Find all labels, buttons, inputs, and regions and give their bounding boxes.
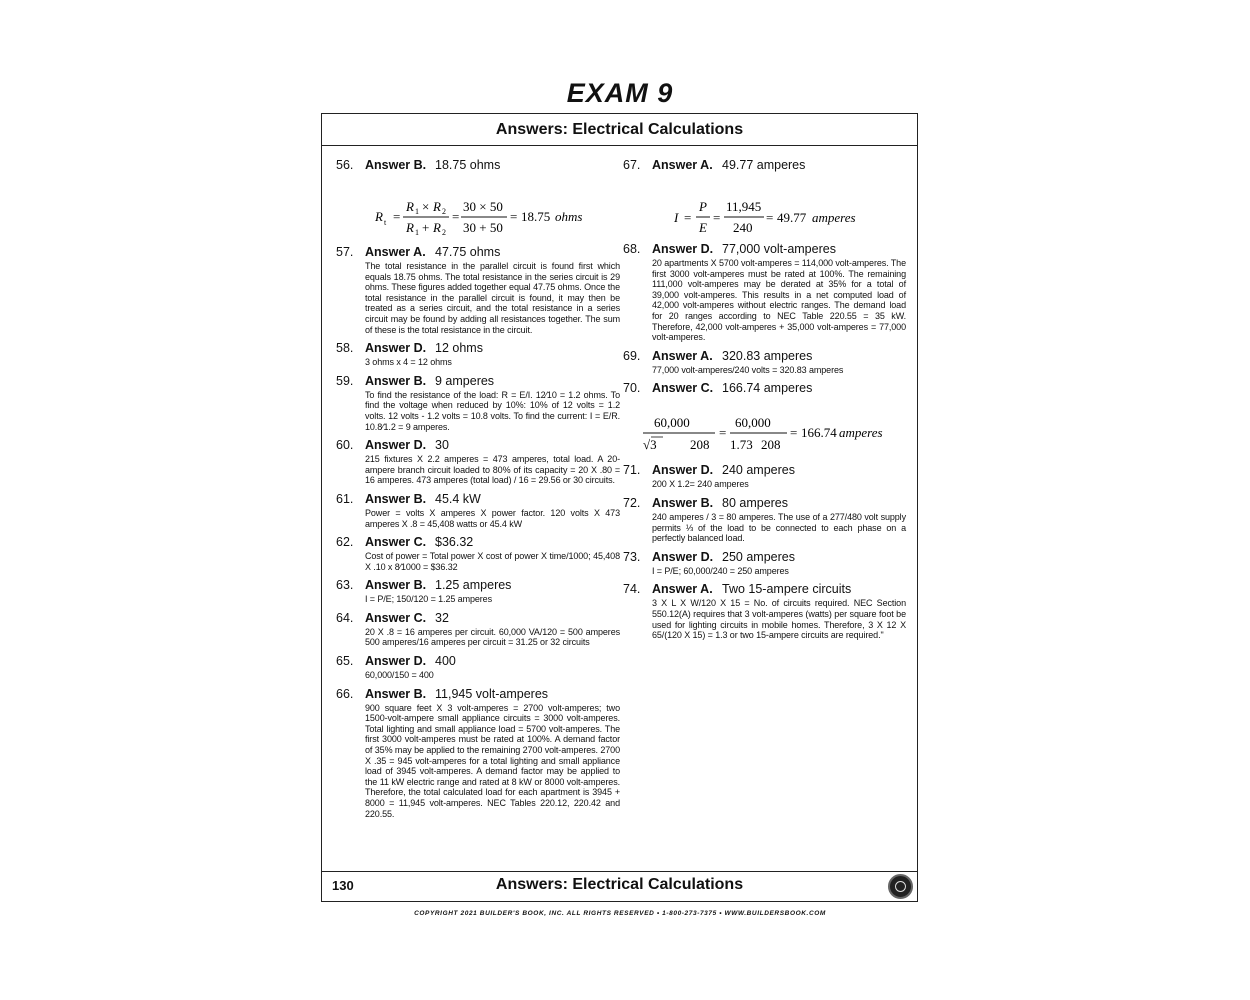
formula-text: 60,000 [654, 415, 690, 431]
answer-label: Answer D. [365, 438, 427, 453]
formula-text: 1 [415, 207, 419, 216]
answer-value: 30 [435, 438, 449, 453]
answer-explanation: 3 X L X W/120 X 15 = No. of circuits required. NEC Section 550.12(A) requires that 3 volt-amperes (watts) per square foot be used for lighting circuits in mobile homes. Therefore, 3 X 12 X 65/(120 X 15) = 1.3 or two 15-ampere circuits are required." [652, 598, 906, 641]
answer-value: $36.32 [435, 535, 474, 550]
formula-text: 18.75 [521, 209, 551, 224]
answer-number: 67. [623, 158, 641, 172]
formula-text: R [406, 220, 414, 235]
formula-text: = [766, 210, 774, 225]
answer-explanation: 20 X .8 = 16 amperes per circuit. 60,000 VA/120 = 500 amperes 500 amperes/16 amperes per circuit = 31.25 or 32 circuits [365, 626, 620, 648]
answer-explanation: 200 X 1.2= 240 amperes [652, 479, 749, 490]
answer-60 [336, 437, 620, 486]
answer-number: 74. [623, 582, 641, 597]
answer-explanation: 20 apartments X 5700 volt-amperes = 114,000 volt-amperes. The first 3000 volt-amperes must be rated at 100%. The remaining 111,000 volt-amperes may be derated at 35% for a total of 39,000 volt-amperes. This results in a net computed load of 42,000 volt-amperes without electric ranges. The demand load for 20 ranges according to NEC Table 220.55 = 35 kW. Therefore, 42,000 volt-amperes + 35,000 volt-amperes = 77,000 volt-amperes. [652, 258, 906, 343]
answer-number: 56. [336, 158, 354, 172]
answer-label: Answer D. [652, 463, 714, 478]
page-number: 130 [332, 878, 354, 893]
answer-label: Answer B. [365, 373, 427, 388]
answer-64 [336, 610, 620, 648]
answer-number: 69. [623, 348, 641, 363]
formula-text: = [393, 209, 401, 224]
answer-number: 72. [623, 495, 641, 510]
answer-number: 70. [623, 381, 641, 396]
answer-74 [623, 581, 906, 640]
answer-label: Answer B. [365, 158, 427, 172]
answer-number: 59. [336, 373, 354, 388]
answer-58 [336, 340, 620, 368]
answer-value: 400 [435, 654, 456, 669]
formula-text: 1 [415, 228, 419, 237]
formula-text: 1.73 [730, 437, 753, 453]
footer-title: Answers: Electrical Calculations [495, 876, 744, 893]
answer-label: Answer D. [365, 654, 427, 669]
answer-number: 71. [623, 463, 641, 478]
answer-explanation: I = P/E; 150/120 = 1.25 amperes [365, 594, 492, 605]
formula-text: R [433, 199, 441, 214]
answer-explanation: Power = volts X amperes X power factor. 120 volts X 473 amperes X .8 = 45,408 watts or 45.4 kW [365, 507, 620, 529]
answer-value: 11,945 volt-amperes [435, 686, 549, 701]
answer-value: 18.75 ohms [435, 158, 501, 172]
formula-text: R [375, 209, 383, 224]
answer-label: Answer B. [652, 495, 714, 510]
formula-text: = [684, 210, 692, 225]
answer-explanation: 77,000 volt-amperes/240 volts = 320.83 amperes [652, 364, 844, 375]
answer-number: 61. [336, 491, 354, 506]
formula-70 [637, 397, 906, 462]
formula-text: 240 [733, 220, 753, 235]
formula-text: I [674, 210, 679, 225]
answer-explanation: The total resistance in the parallel circuit is found first which equals 18.75 ohms. The total resistance in the series circuit is 29 ohms. These figures added together equal 47.75 ohms. Once the total resistance in the parallel circuit is found, it may then be treated as a series circuit, and the total resistance in a series circuit may be found by adding all resistances together. The sum of these is the total resistance in the circuit. [365, 261, 620, 335]
answer-68 [623, 241, 906, 343]
answer-explanation: 3 ohms x 4 = 12 ohms [365, 357, 452, 368]
formula-text: × [422, 199, 430, 214]
answer-label: Answer A. [365, 245, 426, 259]
answer-label: Answer D. [652, 242, 714, 256]
answer-label: Answer A. [652, 348, 713, 363]
formula-text: R [433, 220, 441, 235]
answer-label: Answer B. [365, 578, 427, 593]
answer-value: 12 ohms [435, 341, 483, 356]
formula-text: amperes [812, 210, 856, 225]
formula-56 [365, 174, 620, 244]
formula-text: R [406, 199, 414, 214]
answer-number: 63. [336, 578, 354, 593]
answer-71 [623, 462, 906, 490]
formula-text: = [719, 425, 727, 441]
answer-value: 45.4 kW [435, 491, 481, 506]
answer-56 [336, 157, 620, 244]
formula-text: 11,945 [726, 199, 762, 214]
formula-67 [652, 174, 906, 241]
answer-value: Two 15-ampere circuits [722, 582, 852, 597]
formula-67-svg [652, 180, 882, 240]
answer-number: 65. [336, 654, 354, 669]
formula-text: 208 [690, 437, 710, 453]
answer-value: 166.74 amperes [722, 381, 813, 396]
answer-57 [336, 244, 620, 335]
formula-text: + [422, 220, 430, 235]
answer-59 [336, 373, 620, 432]
answer-63 [336, 577, 620, 605]
answer-65 [336, 653, 620, 681]
answer-explanation: I = P/E; 60,000/240 = 250 amperes [652, 565, 789, 576]
answer-number: 57. [336, 245, 354, 259]
left-column [336, 157, 620, 819]
formula-text: 49.77 [777, 210, 807, 225]
formula-text: E [699, 220, 707, 235]
answer-explanation: 900 square feet X 3 volt-amperes = 2700 volt-amperes; two 1500-volt-ampere small appliance circuits = 3000 volt-amperes. Total lighting and small appliance load = 5700 volt-amperes. The first 3000 volt-amperes must be rated at 100%. A demand factor of 35% may be applied to the remaining 2700 volt-amperes. 2700 X .35 = 945 volt-amperes for a total lighting and small appliance load of 3945 volt-amperes. A demand factor may be applied to the 11 kW electric range and rated at 8 kW or 8000 volt-amperes. Therefore, the total calculated load for each apartment is 3945 + 8000 = 11,945 volt-amperes. NEC Tables 220.12, 220.42 and 220.55. [365, 702, 620, 819]
answer-label: Answer D. [652, 549, 714, 564]
formula-text: 60,000 [735, 415, 771, 431]
answer-value: 80 amperes [722, 495, 789, 510]
formula-text: = [790, 425, 798, 441]
answer-61 [336, 491, 620, 529]
formula-text: ohms [555, 209, 583, 224]
answer-number: 66. [336, 686, 354, 701]
right-column [623, 157, 906, 641]
answer-label: Answer B. [365, 686, 427, 701]
answer-label: Answer A. [652, 158, 713, 172]
answer-explanation: 215 fixtures X 2.2 amperes = 473 amperes, total load. A 20-ampere branch circuit loaded to 80% of its capacity = 20 X .80 = 16 amperes. 473 amperes (total load) / 16 = 29.56 or 30 circuits. [365, 454, 620, 486]
answer-value: 32 [435, 610, 449, 625]
answer-explanation: 240 amperes / 3 = 80 amperes. The use of a 277/480 volt supply permits ⅓ of the load to be connected to each phase on a perfectly balanced load. [652, 511, 906, 544]
formula-56-svg [365, 184, 595, 244]
exam-title: EXAM 9 [566, 78, 674, 108]
answer-value: 320.83 amperes [722, 348, 813, 363]
answer-explanation: Cost of power = Total power X cost of power X time/1000; 45,408 X .10 x 8⁄1000 = $36.32 [365, 551, 620, 572]
copyright-notice: COPYRIGHT 2021 BUILDER'S BOOK, INC. ALL RIGHTS RESERVED • 1-800-273-7375 • WWW.BUILDERSBOOK.COM [414, 910, 826, 917]
answer-number: 64. [336, 610, 354, 625]
answer-explanation: To find the resistance of the load: R = E/I. 12⁄10 = 1.2 ohms. To find the voltage when reduced by 10%: 10% of 12 volts = 1.2 volts. 12 volts - 1.2 volts = 10.8 volts. To find the current: I = E/R. 10.8⁄1.2 = 9 amperes. [365, 389, 620, 432]
answer-value: 9 amperes [435, 373, 495, 388]
answer-value: 250 amperes [722, 549, 795, 564]
answer-value: 47.75 ohms [435, 245, 501, 259]
answer-label: Answer A. [652, 582, 713, 597]
formula-text: 208 [761, 437, 781, 453]
answer-62 [336, 534, 620, 572]
answer-value: 49.77 amperes [722, 158, 806, 172]
formula-70-svg [637, 397, 883, 457]
answer-value: 1.25 amperes [435, 578, 512, 593]
formula-text: 30 × 50 [463, 199, 503, 214]
answer-label: Answer B. [365, 491, 427, 506]
answer-value: 77,000 volt-amperes [722, 242, 836, 256]
answer-number: 62. [336, 535, 354, 550]
answer-label: Answer C. [652, 381, 714, 396]
formula-text: P [699, 199, 707, 214]
answer-number: 68. [623, 242, 641, 256]
answer-number: 73. [623, 549, 641, 564]
answer-70 [623, 380, 906, 462]
answer-72 [623, 495, 906, 544]
formula-text: t [384, 218, 387, 227]
formula-text: 166.74 [801, 425, 837, 441]
answer-69 [623, 348, 906, 376]
answer-explanation: 60,000/150 = 400 [365, 670, 434, 681]
answer-label: Answer C. [365, 535, 427, 550]
section-header: Answers: Electrical Calculations [322, 114, 917, 146]
answer-66 [336, 686, 620, 820]
answer-label: Answer C. [365, 610, 427, 625]
formula-text: = [452, 209, 460, 224]
formula-text: 2 [442, 207, 446, 216]
page-footer [322, 871, 917, 901]
answer-67 [623, 157, 906, 241]
answer-number: 58. [336, 341, 354, 356]
formula-text: = [510, 209, 518, 224]
formula-text: = [713, 210, 721, 225]
answer-73 [623, 549, 906, 577]
formula-text: amperes [839, 425, 883, 441]
formula-text: 2 [442, 228, 446, 237]
publisher-seal-icon [888, 874, 913, 899]
answer-number: 60. [336, 438, 354, 453]
answer-label: Answer D. [365, 341, 427, 356]
formula-text: 30 + 50 [463, 220, 503, 235]
answer-value: 240 amperes [722, 463, 795, 478]
formula-text: √3 [643, 437, 657, 453]
